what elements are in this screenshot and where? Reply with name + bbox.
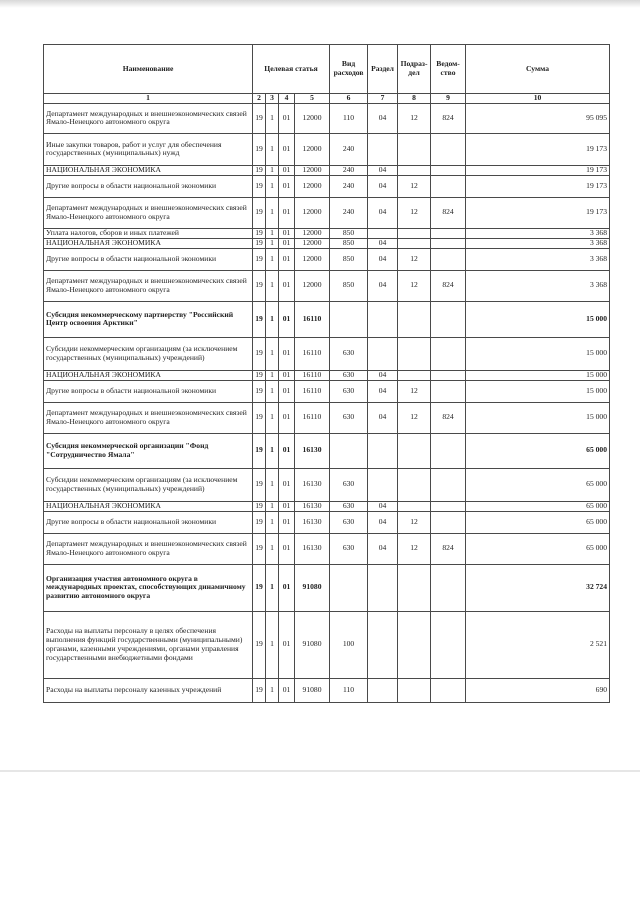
column-number: 2 [253,94,266,104]
cell-subsection: 12 [398,270,431,301]
cell-target-b: 1 [266,511,279,533]
table-row [44,301,610,337]
cell-department [431,301,466,337]
cell-name: Уплата налогов, сборов и иных платежей [44,228,253,238]
table-row [44,433,610,468]
cell-department [431,468,466,501]
cell-target-c: 01 [279,564,295,611]
cell-section: 04 [368,380,398,402]
table-row [44,175,610,197]
cell-target-a: 19 [253,270,266,301]
table-header [44,45,610,104]
cell-target-a: 19 [253,678,266,702]
cell-name: Субсидии некоммерческим организациям (за исключением государственных (муниципальных) учреждений) [44,337,253,370]
table-row [44,402,610,433]
cell-section [368,433,398,468]
table-body [44,103,610,702]
cell-target-a: 19 [253,402,266,433]
cell-subsection [398,678,431,702]
column-number: 10 [466,94,610,104]
table-row [44,270,610,301]
cell-department [431,133,466,165]
cell-target-a: 19 [253,228,266,238]
cell-expense-type: 630 [330,533,368,564]
table-row [44,380,610,402]
cell-target-b: 1 [266,678,279,702]
cell-target-a: 19 [253,501,266,511]
cell-section [368,133,398,165]
cell-name: Другие вопросы в области национальной экономики [44,175,253,197]
table-row [44,468,610,501]
cell-section [368,468,398,501]
cell-target-c: 01 [279,248,295,270]
cell-target-a: 19 [253,301,266,337]
cell-sum: 15 000 [466,301,610,337]
cell-sum: 95 095 [466,103,610,133]
header-subsection: Подраз-дел [398,45,431,94]
cell-target-d: 91080 [295,678,330,702]
scan-shadow [0,0,640,8]
cell-department [431,337,466,370]
cell-name: Расходы на выплаты персоналу в целях обеспечения выполнения функций государственными (муниципальными) органами, казенными учреждениями, органами управления государственными внебюджетными фондами [44,611,253,678]
cell-target-b: 1 [266,238,279,248]
cell-target-c: 01 [279,228,295,238]
cell-expense-type: 110 [330,103,368,133]
cell-sum: 2 521 [466,611,610,678]
cell-department [431,678,466,702]
cell-target-b: 1 [266,165,279,175]
cell-name: НАЦИОНАЛЬНАЯ ЭКОНОМИКА [44,370,253,380]
cell-section [368,611,398,678]
cell-section: 04 [368,270,398,301]
cell-section [368,337,398,370]
cell-department [431,511,466,533]
cell-subsection [398,433,431,468]
cell-expense-type: 110 [330,678,368,702]
cell-subsection [398,468,431,501]
cell-target-d: 12000 [295,175,330,197]
cell-name: Другие вопросы в области национальной экономики [44,511,253,533]
table-row [44,678,610,702]
cell-target-d: 91080 [295,564,330,611]
cell-target-d: 12000 [295,165,330,175]
cell-department [431,228,466,238]
cell-target-b: 1 [266,501,279,511]
cell-subsection [398,301,431,337]
cell-target-b: 1 [266,402,279,433]
cell-section [368,678,398,702]
cell-target-c: 01 [279,337,295,370]
column-number: 6 [330,94,368,104]
table-row [44,337,610,370]
cell-expense-type: 240 [330,197,368,228]
cell-sum: 19 173 [466,133,610,165]
cell-subsection [398,337,431,370]
cell-department: 824 [431,270,466,301]
cell-sum: 32 724 [466,564,610,611]
header-section: Раздел [368,45,398,94]
cell-target-c: 01 [279,402,295,433]
cell-subsection: 12 [398,380,431,402]
cell-section: 04 [368,402,398,433]
cell-expense-type: 630 [330,501,368,511]
cell-subsection: 12 [398,248,431,270]
cell-target-c: 01 [279,678,295,702]
header-name: Наименование [44,45,253,94]
table-row [44,501,610,511]
header-sum: Сумма [466,45,610,94]
cell-expense-type: 630 [330,337,368,370]
cell-sum: 3 368 [466,248,610,270]
cell-department [431,501,466,511]
column-number: 4 [279,94,295,104]
cell-target-c: 01 [279,270,295,301]
cell-target-c: 01 [279,301,295,337]
cell-target-a: 19 [253,468,266,501]
cell-name: Субсидия некоммерческому партнерству "Российский Центр освоения Арктики" [44,301,253,337]
cell-target-a: 19 [253,238,266,248]
cell-subsection: 12 [398,175,431,197]
cell-target-b: 1 [266,433,279,468]
cell-target-c: 01 [279,611,295,678]
cell-target-b: 1 [266,175,279,197]
cell-sum: 15 000 [466,380,610,402]
cell-name: Департамент международных и внешнеэкономических связей Ямало-Ненецкого автономного округа [44,402,253,433]
cell-name: НАЦИОНАЛЬНАЯ ЭКОНОМИКА [44,165,253,175]
cell-section: 04 [368,175,398,197]
cell-target-a: 19 [253,197,266,228]
cell-target-a: 19 [253,175,266,197]
cell-target-a: 19 [253,511,266,533]
cell-sum: 3 368 [466,238,610,248]
cell-name: Субсидия некоммерческой организации "Фонд "Сотрудничество Ямала" [44,433,253,468]
cell-target-b: 1 [266,197,279,228]
cell-subsection: 12 [398,197,431,228]
cell-target-d: 16130 [295,433,330,468]
cell-target-d: 12000 [295,248,330,270]
cell-target-d: 12000 [295,133,330,165]
table-row [44,238,610,248]
cell-subsection [398,370,431,380]
table-row [44,564,610,611]
cell-expense-type: 630 [330,468,368,501]
cell-target-d: 12000 [295,238,330,248]
cell-target-a: 19 [253,611,266,678]
cell-target-d: 12000 [295,228,330,238]
cell-department [431,433,466,468]
table-row [44,165,610,175]
cell-section [368,301,398,337]
table-row [44,228,610,238]
cell-target-c: 01 [279,468,295,501]
column-number: 8 [398,94,431,104]
cell-sum: 19 173 [466,197,610,228]
cell-section: 04 [368,165,398,175]
table-row [44,511,610,533]
cell-target-b: 1 [266,533,279,564]
cell-sum: 65 000 [466,433,610,468]
cell-target-d: 16110 [295,337,330,370]
cell-section: 04 [368,248,398,270]
cell-target-c: 01 [279,165,295,175]
header-expense-type: Вид расходов [330,45,368,94]
cell-expense-type: 240 [330,133,368,165]
cell-sum: 15 000 [466,337,610,370]
cell-target-c: 01 [279,175,295,197]
cell-target-c: 01 [279,501,295,511]
cell-expense-type: 850 [330,228,368,238]
header-department: Ведом-ство [431,45,466,94]
cell-target-c: 01 [279,433,295,468]
cell-name: НАЦИОНАЛЬНАЯ ЭКОНОМИКА [44,501,253,511]
cell-section: 04 [368,103,398,133]
cell-target-a: 19 [253,165,266,175]
cell-target-a: 19 [253,380,266,402]
cell-sum: 65 000 [466,511,610,533]
cell-target-b: 1 [266,228,279,238]
cell-expense-type: 240 [330,165,368,175]
cell-sum: 65 000 [466,533,610,564]
cell-section: 04 [368,238,398,248]
cell-target-b: 1 [266,564,279,611]
cell-section [368,564,398,611]
scan-edge-line [0,770,640,772]
cell-department [431,370,466,380]
cell-expense-type: 850 [330,238,368,248]
cell-department [431,564,466,611]
cell-target-b: 1 [266,611,279,678]
cell-target-b: 1 [266,370,279,380]
cell-department: 824 [431,402,466,433]
cell-name: Другие вопросы в области национальной экономики [44,380,253,402]
column-number: 5 [295,94,330,104]
cell-subsection: 12 [398,511,431,533]
table-row [44,197,610,228]
cell-target-c: 01 [279,370,295,380]
cell-section: 04 [368,511,398,533]
table-row [44,611,610,678]
cell-target-c: 01 [279,133,295,165]
cell-subsection: 12 [398,402,431,433]
cell-target-c: 01 [279,103,295,133]
cell-target-a: 19 [253,564,266,611]
cell-name: Департамент международных и внешнеэкономических связей Ямало-Ненецкого автономного округа [44,103,253,133]
cell-name: Иные закупки товаров, работ и услуг для обеспечения государственных (муниципальных) нужд [44,133,253,165]
cell-target-d: 16130 [295,501,330,511]
cell-sum: 3 368 [466,228,610,238]
cell-target-d: 12000 [295,270,330,301]
cell-target-c: 01 [279,238,295,248]
cell-department: 824 [431,103,466,133]
cell-target-d: 12000 [295,103,330,133]
cell-target-c: 01 [279,511,295,533]
column-number: 3 [266,94,279,104]
cell-sum: 15 000 [466,370,610,380]
cell-expense-type: 630 [330,511,368,533]
cell-sum: 19 173 [466,175,610,197]
cell-section [368,228,398,238]
cell-sum: 690 [466,678,610,702]
cell-department [431,248,466,270]
cell-target-b: 1 [266,248,279,270]
cell-subsection: 12 [398,533,431,564]
header-target-article: Целевая статья [253,45,330,94]
cell-expense-type [330,564,368,611]
table-row [44,533,610,564]
cell-target-d: 16110 [295,380,330,402]
cell-section: 04 [368,501,398,511]
cell-target-d: 16130 [295,533,330,564]
table-row [44,133,610,165]
cell-target-a: 19 [253,133,266,165]
cell-subsection [398,165,431,175]
cell-target-b: 1 [266,133,279,165]
cell-expense-type: 630 [330,370,368,380]
cell-expense-type: 850 [330,248,368,270]
cell-sum: 15 000 [466,402,610,433]
cell-department [431,165,466,175]
cell-sum: 65 000 [466,468,610,501]
cell-name: Департамент международных и внешнеэкономических связей Ямало-Ненецкого автономного округа [44,270,253,301]
cell-target-b: 1 [266,337,279,370]
cell-sum: 19 173 [466,165,610,175]
table-row [44,370,610,380]
cell-target-d: 16110 [295,370,330,380]
cell-subsection [398,501,431,511]
cell-target-a: 19 [253,433,266,468]
cell-section: 04 [368,533,398,564]
cell-department [431,380,466,402]
cell-subsection [398,564,431,611]
cell-expense-type: 630 [330,402,368,433]
column-number: 1 [44,94,253,104]
cell-subsection [398,611,431,678]
cell-name: Департамент международных и внешнеэкономических связей Ямало-Ненецкого автономного округа [44,533,253,564]
cell-name: Организация участия автономного округа в международных проектах, способствующих динамичному развитию автономного округа [44,564,253,611]
cell-sum: 3 368 [466,270,610,301]
column-number: 9 [431,94,466,104]
cell-subsection [398,228,431,238]
cell-sum: 65 000 [466,501,610,511]
cell-target-b: 1 [266,468,279,501]
cell-subsection [398,133,431,165]
cell-target-d: 16110 [295,402,330,433]
cell-target-b: 1 [266,301,279,337]
cell-target-d: 91080 [295,611,330,678]
cell-subsection [398,238,431,248]
cell-target-a: 19 [253,103,266,133]
column-number: 7 [368,94,398,104]
cell-target-a: 19 [253,533,266,564]
cell-target-d: 16110 [295,301,330,337]
cell-expense-type [330,433,368,468]
cell-expense-type: 240 [330,175,368,197]
cell-expense-type: 630 [330,380,368,402]
cell-target-b: 1 [266,270,279,301]
cell-target-a: 19 [253,337,266,370]
cell-expense-type [330,301,368,337]
cell-target-b: 1 [266,380,279,402]
cell-section: 04 [368,370,398,380]
budget-table [43,44,610,703]
cell-expense-type: 850 [330,270,368,301]
cell-name: Расходы на выплаты персоналу казенных учреждений [44,678,253,702]
cell-target-d: 16130 [295,511,330,533]
cell-target-a: 19 [253,248,266,270]
cell-target-c: 01 [279,380,295,402]
cell-name: Департамент международных и внешнеэкономических связей Ямало-Ненецкого автономного округа [44,197,253,228]
cell-subsection: 12 [398,103,431,133]
cell-name: Другие вопросы в области национальной экономики [44,248,253,270]
cell-expense-type: 100 [330,611,368,678]
cell-target-c: 01 [279,533,295,564]
cell-department: 824 [431,197,466,228]
cell-target-b: 1 [266,103,279,133]
cell-section: 04 [368,197,398,228]
cell-department: 824 [431,533,466,564]
cell-target-a: 19 [253,370,266,380]
cell-name: Субсидии некоммерческим организациям (за исключением государственных (муниципальных) учреждений) [44,468,253,501]
cell-target-d: 16130 [295,468,330,501]
cell-target-d: 12000 [295,197,330,228]
cell-department [431,175,466,197]
table-row [44,103,610,133]
cell-target-c: 01 [279,197,295,228]
cell-department [431,611,466,678]
cell-name: НАЦИОНАЛЬНАЯ ЭКОНОМИКА [44,238,253,248]
table-row [44,248,610,270]
cell-department [431,238,466,248]
column-number-row [44,94,610,104]
